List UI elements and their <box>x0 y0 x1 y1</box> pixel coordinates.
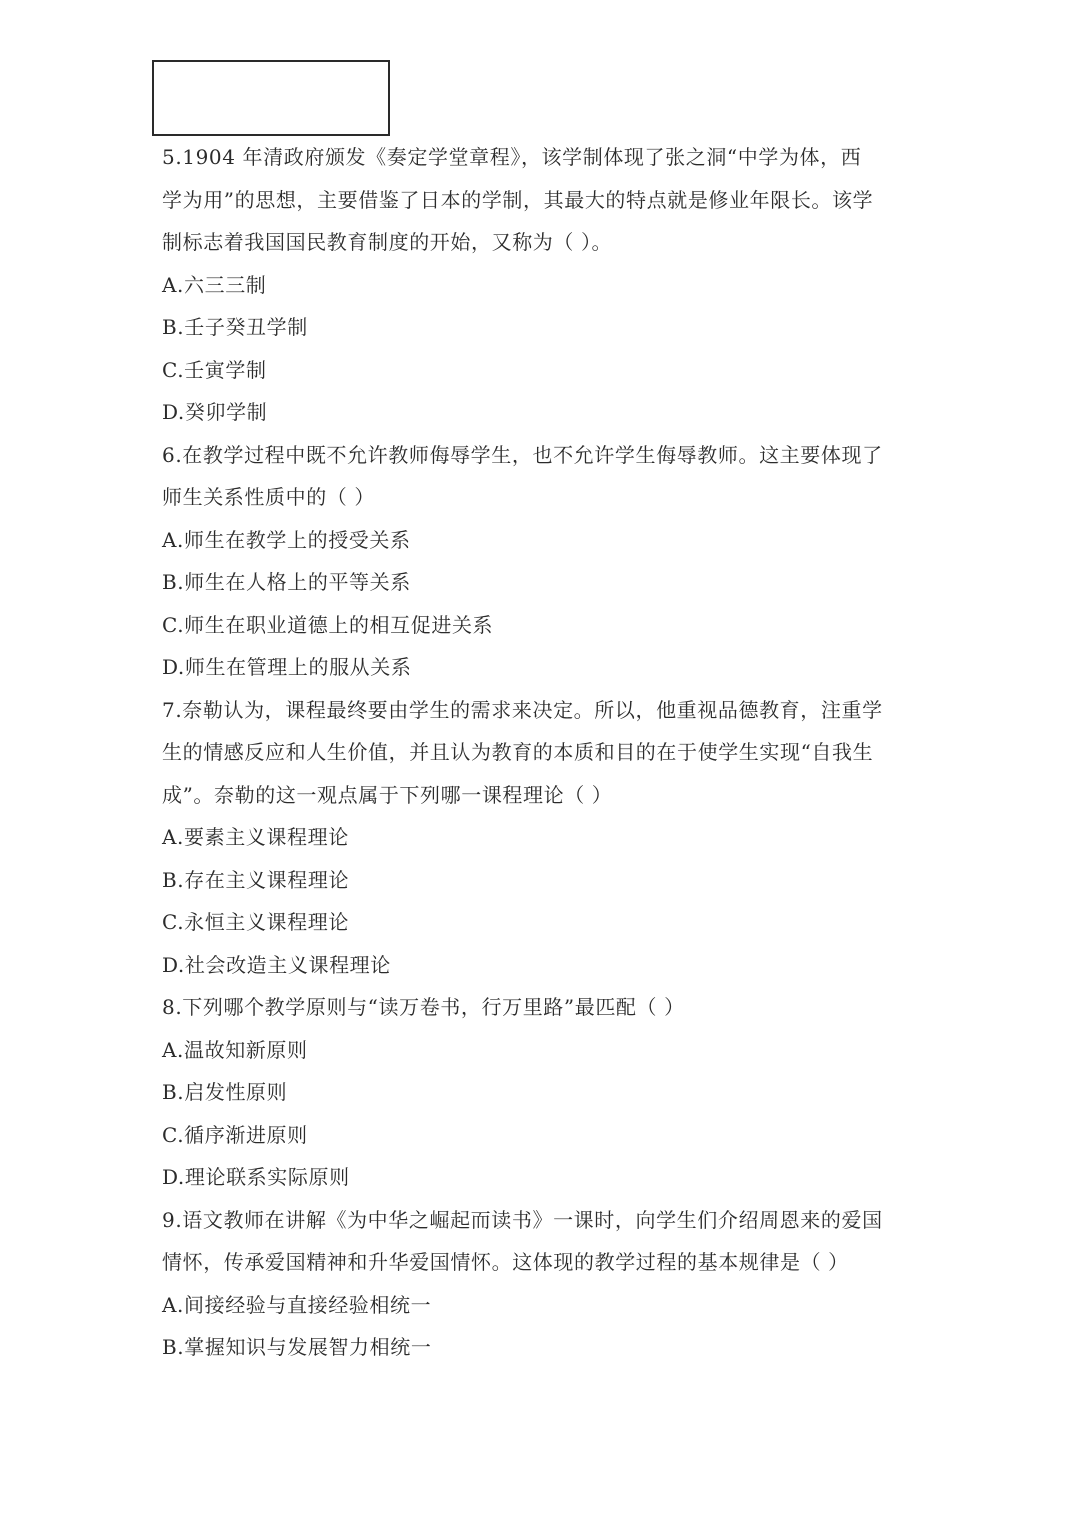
question-stem-line: 生的情感反应和人生价值，并且认为教育的本质和目的在于使学生实现“自我生 <box>162 740 874 764</box>
question-stem-line: 情怀，传承爱国精神和升华爱国情怀。这体现的教学过程的基本规律是（ ） <box>162 1250 849 1274</box>
question-stem-line: 成”。奈勒的这一观点属于下列哪一课程理论（ ） <box>162 782 613 807</box>
option-b: B.壬子癸丑学制 <box>162 315 308 339</box>
question-stem-line: 8.下列哪个教学原则与“读万卷书，行万里路”最匹配（ ） <box>162 995 685 1019</box>
question-stem-line: 学为用”的思想，主要借鉴了日本的学制，其最大的特点就是修业年限长。该学 <box>162 187 874 212</box>
option-b: B.存在主义课程理论 <box>162 867 350 892</box>
option-a: A.温故知新原则 <box>162 1037 308 1062</box>
option-c: C.循序渐进原则 <box>162 1122 308 1147</box>
option-c: C.壬寅学制 <box>162 357 267 382</box>
question-6 <box>162 434 922 689</box>
option-a: A.师生在教学上的授受关系 <box>162 527 411 552</box>
option-b: B.启发性原则 <box>162 1080 288 1104</box>
option-c: C.永恒主义课程理论 <box>162 910 349 934</box>
option-d: D.社会改造主义课程理论 <box>162 952 391 977</box>
question-8 <box>162 986 922 1199</box>
blank-box <box>152 60 390 136</box>
question-stem-line: 制标志着我国国民教育制度的开始，又称为（ ）。 <box>162 230 613 254</box>
question-list <box>162 136 922 1369</box>
question-stem-line: 师生关系性质中的（ ） <box>162 485 375 509</box>
question-5 <box>162 136 922 434</box>
question-9 <box>162 1199 922 1369</box>
option-d: D.癸卯学制 <box>162 400 268 424</box>
question-stem-line: 6.在教学过程中既不允许教师侮辱学生，也不允许学生侮辱教师。这主要体现了 <box>162 442 883 467</box>
question-stem-line: 5.1904 年清政府颁发《奏定学堂章程》，该学制体现了张之洞“中学为体，西 <box>162 145 862 169</box>
option-b: B.掌握知识与发展智力相统一 <box>162 1335 432 1359</box>
option-d: D.师生在管理上的服从关系 <box>162 655 412 679</box>
option-a: A.六三三制 <box>162 272 267 297</box>
option-a: A.间接经验与直接经验相统一 <box>162 1292 432 1317</box>
option-a: A.要素主义课程理论 <box>162 825 349 849</box>
option-d: D.理论联系实际原则 <box>162 1165 350 1189</box>
question-stem-line: 9.语文教师在讲解《为中华之崛起而读书》一课时，向学生们介绍周恩来的爱国 <box>162 1207 883 1232</box>
question-stem-line: 7.奈勒认为，课程最终要由学生的需求来决定。所以，他重视品德教育，注重学 <box>162 697 883 722</box>
option-c: C.师生在职业道德上的相互促进关系 <box>162 612 494 637</box>
question-7 <box>162 689 922 987</box>
option-b: B.师生在人格上的平等关系 <box>162 570 411 594</box>
